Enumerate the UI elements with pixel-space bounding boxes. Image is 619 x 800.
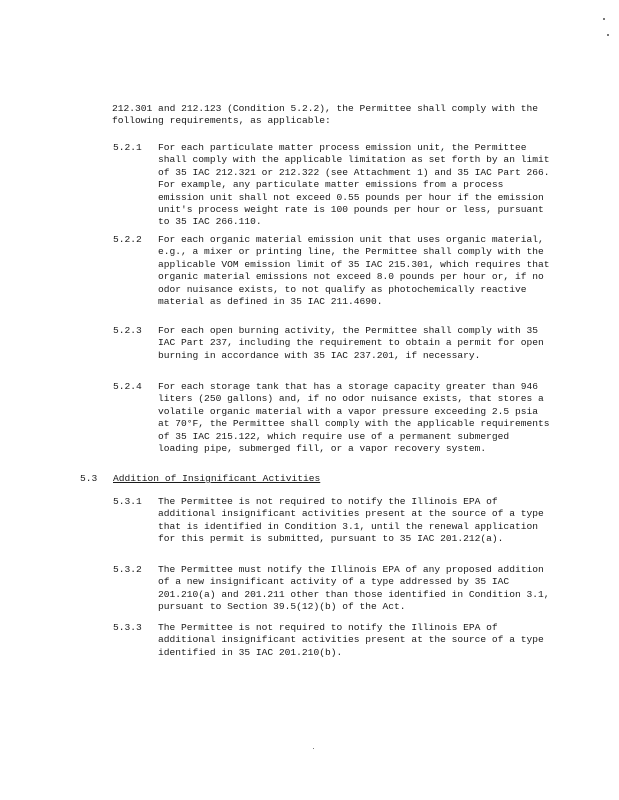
- item-text: For each storage tank that has a storage capacity greater than 946 liters (250 gallons) and, if no odor nuisance exists, that stores a volatile organic material with a vapor pressure exceeding 2.5 psia at 70°F, the Permittee shall comply with the applicable requirements of 35 IAC 215.122, which require use of a permanent submerged loading pipe, submerged fill, or a vapor recovery system.: [158, 381, 556, 455]
- item-text: For each open burning activity, the Permittee shall comply with 35 IAC Part 237, including the requirement to obtain a permit for open burning in accordance with 35 IAC 237.201, if necessary.: [158, 325, 550, 361]
- item-number: 5.2.2: [113, 234, 142, 245]
- item-number: 5.3.1: [113, 496, 142, 507]
- item-number: 5.2.1: [113, 142, 142, 153]
- item-text: The Permittee is not required to notify the Illinois EPA of additional insignificant activities present at the source of a type identified in 35 IAC 201.210(b).: [158, 622, 550, 658]
- intro-paragraph: 212.301 and 212.123 (Condition 5.2.2), the Permittee shall comply with the following requirements, as applicable:: [112, 103, 544, 127]
- item-number: 5.3.3: [113, 622, 142, 633]
- item-text: For each organic material emission unit that uses organic material, e.g., a mixer or printing line, the Permittee shall comply with the applicable VOM emission limit of 35 IAC 215.301, which requires that organic material emissions not exceed 8.0 pounds per hour or, if no odor nuisance exists, to not qualify as photochemically reactive material as defined in 35 IAC 211.4690.: [158, 234, 556, 308]
- item-text: The Permittee must notify the Illinois EPA of any proposed addition of a new insignificant activity of a type addressed by 35 IAC 201.210(a) and 201.211 other than those identified in Condition 3.1, pursuant to Section 39.5(12)(b) of the Act.: [158, 564, 556, 613]
- item-number: 5.2.4: [113, 381, 142, 392]
- scan-mark: [607, 34, 609, 36]
- section-number: 5.3: [80, 473, 98, 484]
- item-number: 5.3.2: [113, 564, 142, 575]
- item-text: The Permittee is not required to notify the Illinois EPA of additional insignificant activities present at the source of a type that is identified in Condition 3.1, until the renewal application for this permit is submitted, pursuant to 35 IAC 201.212(a).: [158, 496, 550, 545]
- scan-mark: [603, 18, 605, 20]
- scan-mark: [313, 748, 314, 749]
- item-text: For each particulate matter process emission unit, the Permittee shall comply with the applicable limitation as set forth by an limit of 35 IAC 212.321 or 212.322 (see Attachment 1) and 35 IAC Part 266. For example, any particulate matter emissions from a process emission unit shall not exceed 0.55 pounds per hour if the emission unit's process weight rate is 100 pounds per hour or less, pursuant to 35 IAC 266.110.: [158, 142, 556, 228]
- section-heading: Addition of Insignificant Activities: [113, 473, 321, 484]
- item-number: 5.2.3: [113, 325, 142, 336]
